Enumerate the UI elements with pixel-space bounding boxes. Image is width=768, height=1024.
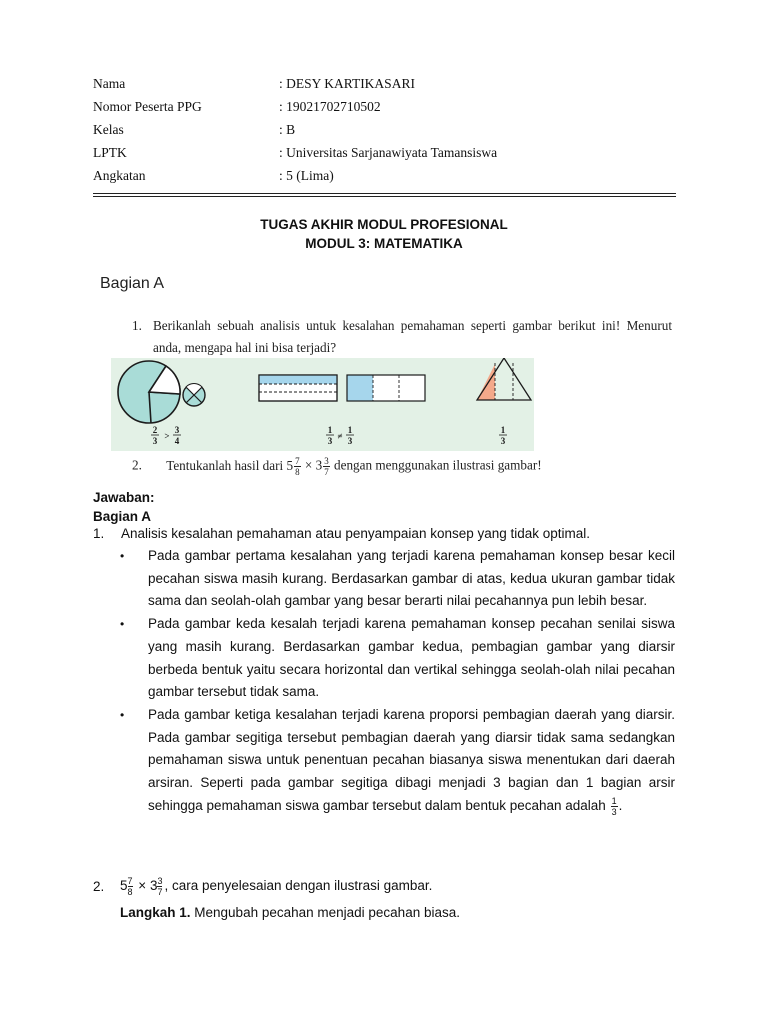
identity-label: Angkatan bbox=[93, 168, 146, 183]
question-text-end: dengan menggunakan ilustrasi gambar! bbox=[330, 457, 542, 473]
fraction-numerator: 3 bbox=[157, 876, 163, 886]
identity-value: : B bbox=[279, 122, 296, 137]
question-section-heading: Bagian A bbox=[100, 275, 165, 292]
header-divider-top bbox=[93, 193, 676, 194]
list-item bbox=[120, 704, 675, 818]
mixed-fraction-expression bbox=[120, 876, 432, 897]
list-item bbox=[120, 545, 675, 613]
question-text-middle: × 3 bbox=[301, 457, 323, 473]
fraction-illustrations bbox=[111, 358, 534, 451]
bullet-text: Pada gambar pertama kesalahan yang terjadi karena pemahaman konsep besar kecil pecahan siswa masih kurang. Berdasarkan gambar di atas, kedua ukuran gambar tidak sama dan seolah-olah gambar yang besar berarti nilai pecahannya pun lebih besar. bbox=[148, 548, 675, 609]
multiply-operator: × bbox=[138, 878, 147, 894]
expression-fraction-2 bbox=[157, 876, 162, 897]
step-text: Mengubah pecahan menjadi pecahan biasa. bbox=[190, 905, 460, 920]
fig2-frac2-den: 3 bbox=[347, 436, 353, 446]
bullet-marker: • bbox=[120, 549, 125, 563]
whole-number: 3 bbox=[149, 878, 158, 894]
fraction-denominator: 7 bbox=[157, 887, 163, 897]
answer-number: 1. bbox=[93, 526, 105, 541]
answer-number: 2. bbox=[93, 879, 105, 894]
fraction-numerator: 7 bbox=[127, 876, 133, 886]
identity-row-class bbox=[93, 122, 676, 145]
identity-label: LPTK bbox=[93, 145, 127, 160]
figure-labels bbox=[151, 425, 507, 446]
circle-diagram bbox=[118, 361, 180, 423]
list-item bbox=[120, 613, 675, 704]
horizontal-rectangle-diagram bbox=[259, 375, 337, 401]
document-subtitle: MODUL 3: MATEMATIKA bbox=[305, 236, 463, 251]
question-1 bbox=[132, 315, 672, 359]
whole-number: 5 bbox=[120, 878, 128, 894]
identity-label: Kelas bbox=[93, 122, 124, 137]
identity-label: Nama bbox=[93, 76, 126, 91]
answer-label: Jawaban: bbox=[93, 490, 155, 505]
fraction-numerator: 1 bbox=[611, 795, 617, 806]
question-number: 1. bbox=[132, 318, 142, 333]
answer-item-2-text: , cara penyelesaian dengan ilustrasi gambar. bbox=[164, 878, 433, 894]
document-title: TUGAS AKHIR MODUL PROFESIONAL bbox=[260, 217, 508, 232]
expression-fraction-1 bbox=[128, 876, 133, 897]
bullet-marker: • bbox=[120, 617, 125, 632]
bullet-marker: • bbox=[120, 707, 125, 722]
bullet-text: Pada gambar ketiga kesalahan terjadi karena proporsi pembagian daerah yang diarsir. Pada gambar segitiga tersebut pembagian daerah yang diarsir tidak sama sedangkan pemahaman siswa untuk penentuan pecahan biasanya siswa menentukan dari daerah arsiran. Seperti pada gambar segitiga dibagi menjadi 3 bagian dan 1 bagian arsir sehingga pemahaman siswa gambar tersebut dalam bentuk pecahan adalah bbox=[148, 706, 675, 813]
fraction-numerator: 3 bbox=[324, 456, 329, 466]
fig1-frac1-den: 3 bbox=[152, 436, 158, 446]
answer-bullet-list bbox=[120, 545, 675, 817]
bullet-end-punctuation: . bbox=[618, 797, 623, 813]
header-divider-bottom bbox=[93, 196, 676, 197]
small-circle-diagram bbox=[183, 384, 205, 406]
fig3-frac-den: 3 bbox=[500, 436, 506, 446]
identity-row-name bbox=[93, 76, 676, 99]
misconception-figure bbox=[111, 358, 534, 451]
fraction-denominator: 8 bbox=[127, 887, 133, 897]
triangle-diagram bbox=[477, 358, 531, 400]
step-label: Langkah 1. bbox=[120, 905, 191, 920]
step-1 bbox=[120, 905, 460, 920]
fig1-frac2-den: 4 bbox=[174, 436, 180, 446]
identity-value: : 5 (Lima) bbox=[279, 168, 334, 183]
question-number: 2. bbox=[132, 457, 142, 473]
question-fraction-1 bbox=[294, 456, 301, 477]
question-text: Berikanlah sebuah analisis untuk kesalahan pemahaman seperti gambar berikut ini! Menurut anda, mengapa hal ini bisa terjadi? bbox=[153, 318, 672, 355]
fraction-denominator: 7 bbox=[324, 467, 329, 477]
vertical-rectangle-diagram bbox=[347, 375, 425, 401]
fig1-frac2-num: 3 bbox=[174, 425, 180, 435]
fig2-operator: ≠ bbox=[337, 431, 343, 441]
identity-block bbox=[93, 76, 676, 191]
identity-value: : 19021702710502 bbox=[279, 99, 381, 114]
question-2 bbox=[132, 456, 542, 477]
bullet-text: Pada gambar keda kesalah terjadi karena pemahaman konsep pecahan senilai siswa yang masih kurang. Berdasarkan gambar kedua, pembagian gambar yang diarsir berbeda bentuk yaitu secara horizontal dan vertikal sehingga seolah-olah nilai pecahan gambar tersebut tidak sama. bbox=[148, 616, 675, 700]
identity-row-batch bbox=[93, 168, 676, 191]
identity-value: : DESY KARTIKASARI bbox=[279, 76, 415, 91]
fraction-denominator: 8 bbox=[295, 467, 300, 477]
question-text-start: Tentukanlah hasil dari 5 bbox=[166, 457, 294, 473]
fig2-frac1-num: 1 bbox=[327, 425, 333, 435]
fig1-operator: > bbox=[164, 431, 170, 441]
identity-row-lptk bbox=[93, 145, 676, 168]
answer-heading bbox=[93, 488, 155, 526]
bullet-fraction bbox=[611, 796, 618, 817]
question-fraction-2 bbox=[323, 456, 330, 477]
fraction-denominator: 3 bbox=[611, 806, 617, 817]
answer-item-1-text: Analisis kesalahan pemahaman atau penyampaian konsep yang tidak optimal. bbox=[121, 526, 591, 541]
fig2-frac2-num: 1 bbox=[347, 425, 353, 435]
answer-section-label: Bagian A bbox=[93, 509, 152, 524]
fig3-frac-num: 1 bbox=[500, 425, 506, 435]
identity-row-participant-number bbox=[93, 99, 676, 122]
fig2-frac1-den: 3 bbox=[327, 436, 333, 446]
identity-value: : Universitas Sarjanawiyata Tamansiswa bbox=[279, 145, 498, 160]
fraction-numerator: 7 bbox=[295, 456, 300, 466]
identity-label: Nomor Peserta PPG bbox=[93, 99, 202, 114]
fig1-frac1-num: 2 bbox=[152, 425, 158, 435]
